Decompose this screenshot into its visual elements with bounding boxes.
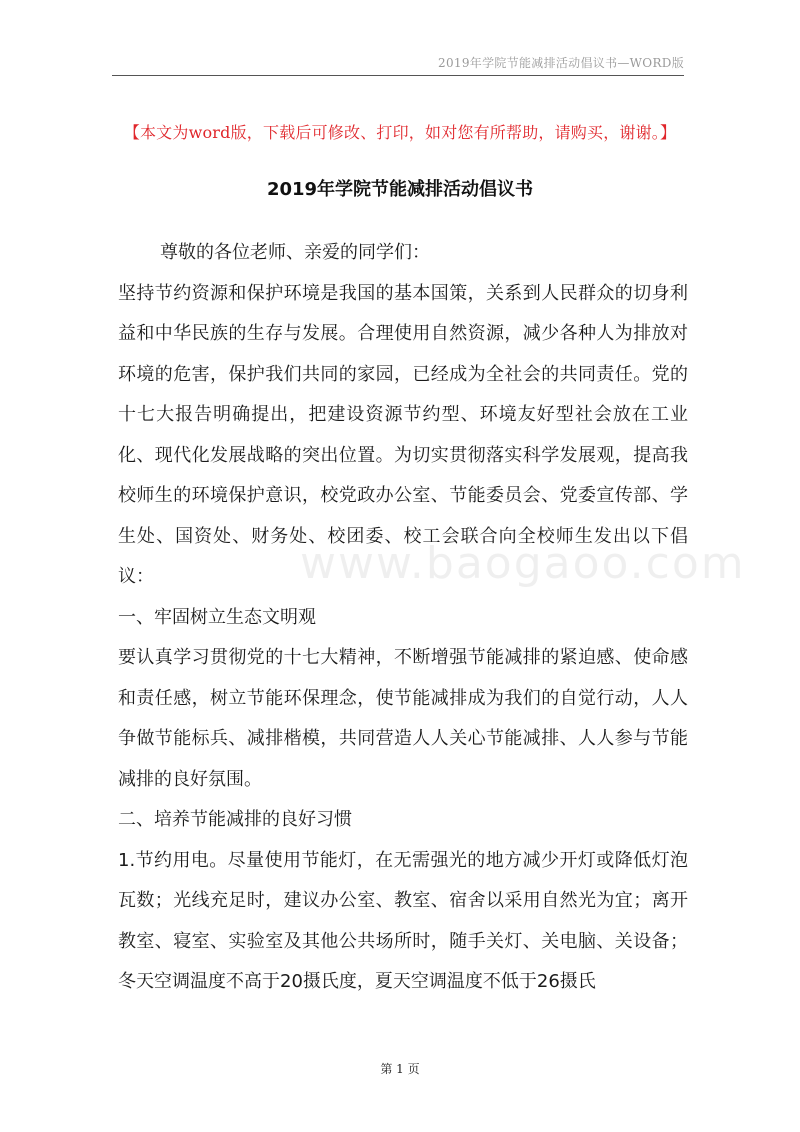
site-watermark: www.baogaoo.com bbox=[300, 538, 746, 589]
salutation: 尊敬的各位老师、亲爱的同学们： bbox=[160, 242, 430, 263]
section-1-paragraph: 要认真学习贯彻党的十七大精神，不断增强节能减排的紧迫感、使命感和责任感，树立节能环保理念，使节能减排成为我们的自觉行动，人人争做节能标兵、减排楷模，共同营造人人关心节能减排、人人参与节能减排的良好氛围。 bbox=[118, 647, 688, 790]
document-title: 2019年学院节能减排活动倡议书 bbox=[266, 179, 534, 200]
page-number: 第 1 页 bbox=[380, 1062, 420, 1076]
section-heading-2: 二、培养节能减排的良好习惯 bbox=[118, 809, 352, 830]
header-divider bbox=[112, 75, 684, 76]
download-notice: 【本文为word版，下载后可修改、打印，如对您有所帮助，请购买，谢谢。】 bbox=[123, 123, 677, 142]
document-body bbox=[118, 233, 746, 1003]
section-heading-1: 一、牢固树立生态文明观 bbox=[118, 606, 316, 628]
intro-paragraph: 坚持节约资源和保护环境是我国的基本国策，关系到人民群众的切身利益和中华民族的生存与发展。合理使用自然资源，减少各种人为排放对环境的危害，保护我们共同的家园，已经成为全社会的共同责任。党的十七大报告明确提出，把建设资源节约型、环境友好型社会放在工业化、现代化发展战略的突出位置。为切实贯彻落实科学发展观，提高我校师生的环境保护意识，校党政办公室、节能委员会、党委宣传部、学生处、国资处、财务处、校团委、校工会联合向全校师生发出以下倡议： bbox=[118, 282, 688, 587]
section-2-item-1: 1.节约用电。尽量使用节能灯，在无需强光的地方减少开灯或降低灯泡瓦数；光线充足时，建议办公室、教室、宿舍以采用自然光为宜；离开教室、寝室、实验室及其他公共场所时，随手关灯、关电脑、关设备；冬天空调温度不高于20摄氏度，夏天空调温度不低于26摄氏 bbox=[118, 849, 688, 992]
running-header: 2019年学院节能减排活动倡议书—WORD版 bbox=[438, 56, 684, 70]
